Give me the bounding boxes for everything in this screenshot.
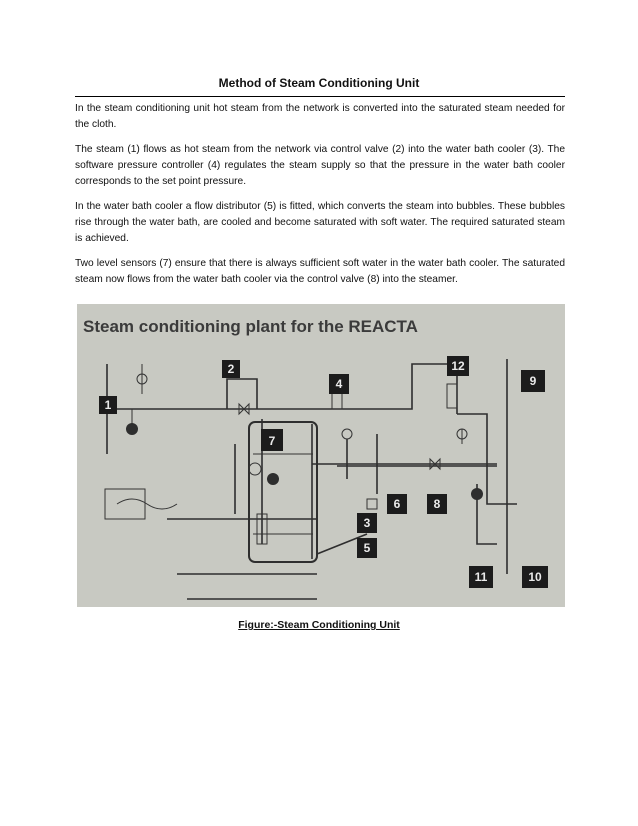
figure-label-7 [261,429,283,451]
svg-text:3: 3 [363,516,371,530]
svg-text:8: 8 [433,497,441,511]
svg-text:11: 11 [474,570,488,584]
figure-label-11 [469,566,493,588]
svg-text:4: 4 [335,377,343,391]
figure-label-12 [447,356,469,376]
svg-text:6: 6 [393,497,401,511]
figure-label-6 [387,494,407,514]
svg-text:5: 5 [363,541,371,555]
document-body [75,101,565,297]
paragraph-1: In the steam conditioning unit hot steam from the network is converted into the saturated steam needed for the cloth. [75,103,565,130]
figure-heading: Steam conditioning plant for the REACTA [83,317,418,336]
svg-text:7: 7 [268,434,276,448]
paragraph-3: In the water bath cooler a flow distributor (5) is fitted, which converts the steam into bubbles. These bubbles rise through the water bath, are cooled and become saturated with soft water. The required saturated steam is achieved. [75,201,565,244]
svg-text:12: 12 [451,359,465,373]
figure-label-8 [427,494,447,514]
figure-label-5 [357,538,377,558]
figure-label-9 [521,370,545,392]
paragraph-4: Two level sensors (7) ensure that there is always sufficient soft water in the water bath cooler. The saturated steam now flows from the water bath cooler via the control valve (8) into the steamer. [75,258,565,285]
piping [104,359,517,599]
steam-plant-diagram [77,304,565,607]
document-title: Method of Steam Conditioning Unit [218,76,420,90]
figure-label-10 [522,566,548,588]
figure-caption: Figure:-Steam Conditioning Unit [238,619,400,631]
title-underline-rule [75,96,565,97]
svg-text:10: 10 [528,570,542,584]
figure-label-1 [99,396,117,414]
figure-label-4 [329,374,349,394]
figure-label-2 [222,360,240,378]
svg-text:9: 9 [529,374,537,388]
figure-label-3 [357,513,377,533]
svg-text:1: 1 [104,398,112,412]
svg-text:2: 2 [227,362,235,376]
steam-plant-figure [77,304,565,607]
paragraph-2: The steam (1) flows as hot steam from the network via control valve (2) into the water bath cooler (3). The software pressure controller (4) regulates the steam supply so that the pressure in the water bath cooler corresponds to the set point pressure. [75,144,565,187]
